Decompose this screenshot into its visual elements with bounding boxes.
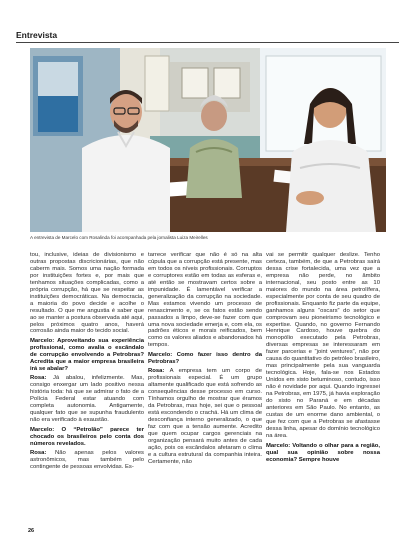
interview-photo <box>30 48 386 232</box>
interview-answer: Rosa: Não apenas pelos valores astronômicos, mas também pelo contingente de pessoas envolvidas. Es- <box>30 450 144 471</box>
interview-question: Marcelo: Como fazer isso dentro da Petrobras? <box>148 352 262 366</box>
section-rule <box>16 42 399 43</box>
article-column-2 <box>148 252 262 468</box>
section-title: Entrevista <box>16 30 58 40</box>
page-number: 26 <box>28 528 35 534</box>
interview-question: Marcelo: Voltando o olhar para a região, qual sua opinião sobre nossa economia? Sempre houve <box>266 442 380 463</box>
speaker-label: Rosa: <box>148 368 170 375</box>
speaker-label: Rosa: <box>30 450 55 457</box>
article-paragraph: tou, inclusive, ideias de divisionismo e outras propostas discricionárias, que não caberm mais. Somos uma nação formada por instituições fortes e, por mais que tenhamos situações complicadas, como a própria corrupção, há que se respeitar as instituições democráticas. Na democracia, a maioria do povo decide e acolhe o resultado. O que me angustia é saber que ao se manter a postura observada até aqui, pelos próximos quatro anos, haverá corrosão ainda maior do tecido social. <box>30 252 144 335</box>
interview-answer: Rosa: Já abalou, infelizmente. Mas, consigo enxergar um lado positivo nessa história toda: há que se admirar o fato de a Polícia Federal estar atuando com completa autonomia. Antigamente, qualquer fato que se supunha fraudulento não era verificado à exaustão. <box>30 375 144 424</box>
interview-question: Marcelo: Aproveitando sua experiência profissional, como avalia o escândalo de corrupção envolvendo a Petrobras? Acredita que a maior empresa brasileira irá se abalar? <box>30 338 144 373</box>
photo-caption: A entrevista de Marcelo com Rosalinda foi acompanhada pela jornalista Luiza Meirelles <box>30 235 208 240</box>
article-paragraph: tarrece verificar que não é só na alta cúpula que a corrupção está presente, mas em todos os níveis profissionais. Corruptos e corruptores estão em todas as esferas e, até então se mostravam certos sobre a impunidade. É lamentável verificar a generalização da corrupção na sociedade. Mas estamos vivendo um processo de renascimento e, se os fatos estão sendo passados a limpo, deve-se fazer com que uma nova sociedade emerja e, com ela, os padrões éticos e morais reificados, bem como os valores aliados e abandonados há tempos. <box>148 252 262 349</box>
article-column-1 <box>30 252 144 473</box>
speaker-label: Rosa: <box>30 375 53 382</box>
interview-answer: Rosa: A empresa tem um corpo de profissionais especial. É um grupo altamente qualificado que está sofrendo as consequências desse processo em curso. Tínhamos orgulho de mostrar que éramos da Petrobras, mas hoje, sei que o pessoal está escondendo o crachá. Há um clima de desconfiança interno generalizado, o que faz com que a tensão aumente. Acredito que quem ocupar cargos gerenciais na organização pensará muito antes de cada ação, pois os escândalos afetaram o clima e a cultura estrutural da companhia inteira. Certamente, não <box>148 368 262 465</box>
interview-photo-drawing <box>30 48 386 232</box>
article-column-3 <box>266 252 380 466</box>
article-paragraph: vai se permitir qualquer deslize. Tenho certeza, também, de que a Petrobras sairá dessa crise fortalecida, uma vez que a empresa não perde, no âmbito internacional, seu posto entre as 10 maiores do mundo na área petrolífera, especialmente por conta de seu quadro de profissionais. Enquanto fiz parte da equipe, ganhamos alguns “oscars” do setor que comprovam seu pioneirismo tecnológico e expertise. Quando, no governo Fernando Henrique Cardoso, houve quebra do monopólio executado pela Petrobras, diversas empresas se interessaram em fazer parcerias e “joint ventures”, não por causa do quantitativo do petróleo brasileiro, mas principalmente pela sua vanguarda tecnológica. Hoje, fala-se nos Estados Unidos em xisto betuminoso, contudo, isso não é novidade por aqui. Quando ingressei na Petrobras, em 1975, já havia exploração do xisto no Paraná e em décadas anteriores em São Paulo. No entanto, as custas de um enorme dano ambiental, o que fez com que a Petrobras se afastasse dessa linha, apesar do domínio tecnológico na área. <box>266 252 380 439</box>
interview-question: Marcelo: O “Petrolão” parece ter chocado os brasileiros pelo conta dos números revelados. <box>30 427 144 447</box>
